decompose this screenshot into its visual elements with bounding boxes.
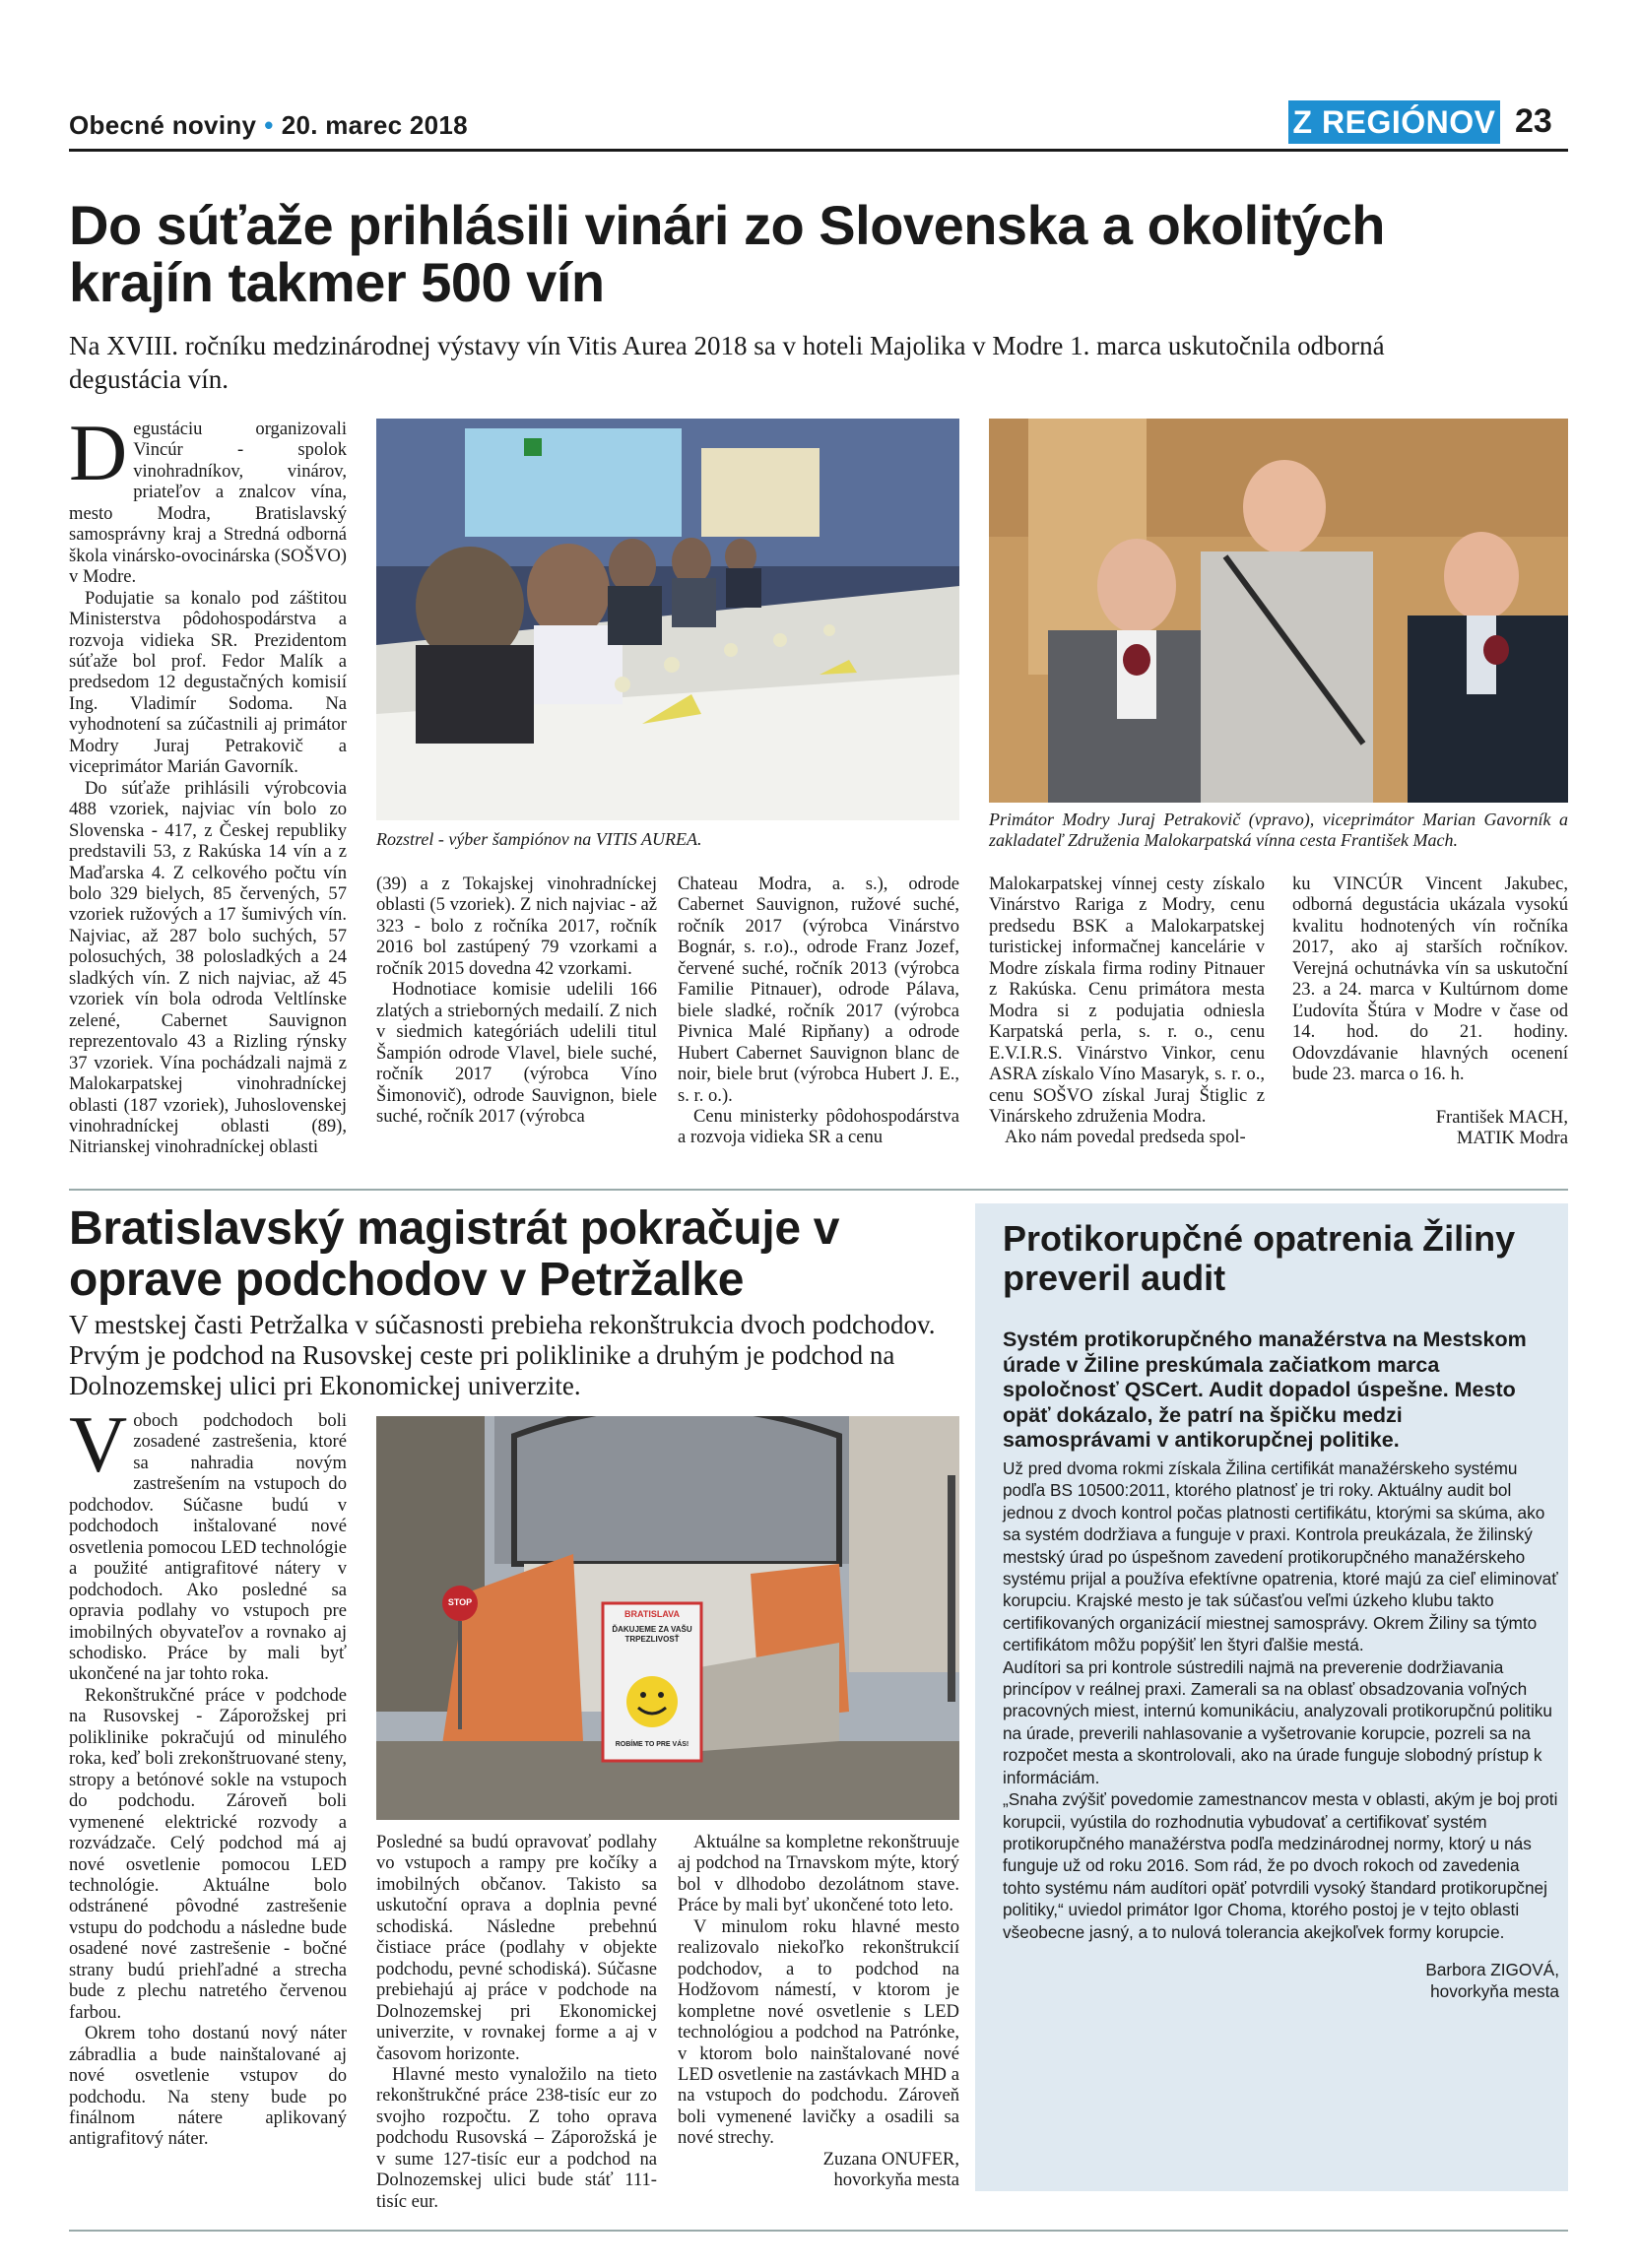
header-separator: •: [264, 110, 274, 140]
photo-caption-2: Primátor Modry Juraj Petrakovič (vpravo), viceprimátor Marian Gavorník a zakladateľ Združenia Malokarpatská vínna cesta František Mach.: [989, 810, 1568, 850]
article1-col1-p1: egustáciu organizovali Vincúr - spolok vinohradníkov, vinárov, priateľov a znalcov vína, mesto Modra, Bratislavský samosprávny kraj a Stredná odborná škola vinársko-ovocinárska (SOŠVO) v Modre.: [69, 419, 347, 588]
article2-lead: V mestskej časti Petržalka v súčasnosti prebieha rekonštrukcia dvoch podchodov. Prvým je podchod na Rusovskej ceste pri poliklinike a druhým je podchod na Dolnozemskej ulici pri Ekonomickej univerzite.: [69, 1310, 936, 1400]
article2-column-3: [678, 1832, 959, 2191]
article2-col2-p2: Hlavné mesto vynaložilo na tieto rekonštrukčné práce 238-tisíc eur zo svojho rozpočtu. Z toho oprava podchodu Rusovská – Záporožská je v sume 127-tisíc eur a podchod na Dolnozemskej ulici bude stáť 111-tisíc eur.: [376, 2063, 657, 2212]
article3-p2: Audítori sa pri kontrole sústredili najmä na preverenie dodržiavania princípov v reálnej praxi. Zamerali sa na oblasť obsadzovania voľných pracovných miest, internú komunikáciu, analyzovali protikorupčnú politiku na úrade, preverili nahlasovanie a vyšetrovanie korupcie, pozreli sa na rozpočet mesta a skontrolovali, ako na úrade funguje slobodný prístup k informáciám.: [1003, 1656, 1552, 1787]
article2-col1-p1: oboch podchodoch boli zosadené zastrešenia, ktoré sa nahradia novým zastrešením na vstupoch do podchodov. Súčasne budú v podchodoch inštalované nové osvetlenia pomocou LED technológie a použité antigrafitové nátery v podchodoch. Ako posledné sa opravia podlahy vo vstupoch pre imobilných obyvateľov a rovnako aj schodisko. Práce by mali byť ukončené na jar tohto roka.: [69, 1410, 347, 1685]
article2-col1-p3: Okrem toho dostanú nový náter zábradlia a bude nainštalované aj nové osvetlenie vstupov do podchodu. Na steny bude po finálnom nátere aplikovaný antigrafitový náter.: [69, 2023, 347, 2150]
article1-column-3: [678, 874, 959, 1148]
article1-column-1: [69, 408, 347, 1158]
article3-lead: Systém protikorupčného manažérstva na Mestskom úrade v Žiline preskúmala začiatkom marca spoločnosť QSCert. Audit dopadol úspešne. Mesto opäť dokázalo, že patrí na špičku medzi samosprávami v antikorupčnej politike.: [1003, 1328, 1527, 1452]
article3-title: Protikorupčné opatrenia Žiliny preveril audit: [1003, 1218, 1516, 1298]
article3-p3: „Snaha zvýšiť povedomie zamestnancov mesta v oblasti, akým je boj proti korupcii, vyústila do rozhodnutia vybudovať a certifikovať systém protikorupčného manažérstva podľa medzinárodnej normy, ktorý u nás funguje už od roku 2016. Som rád, že po dvoch rokoch od zavedenia tohto systému nám audítori opäť potvrdili vysoký štandard protikorupčnej politiky,“ uviedol primátor Igor Choma, ktorého postoj je v tejto oblasti všeobecne jasný, a to nulová tolerancia akejkoľvek formy korupcie.: [1003, 1789, 1558, 1942]
article1-col2-p2: Hodnotiace komisie udelili 166 zlatých a strieborných medailí. Z nich v siedmich kategóriách udelili titul Šampión odrode Vlavel, biele suché, ročník 2017 (výrobca Víno Šimonovič), odrode Sauvignon, biele suché, ročník 2017 (výrobca: [376, 979, 657, 1127]
article1-column-4: [989, 874, 1265, 1148]
article1-col1-p2: Podujatie sa konalo pod záštitou Ministerstva pôdohospodárstva a rozvoja vidieka SR. Prezidentom súťaže bol prof. Fedor Malík a predsedom 12 degustačných komisií Ing. Vladimír Sodoma. Na vyhodnotení sa zúčastnili aj primátor Modry Juraj Petrakovič a viceprimátor Marián Gavorník.: [69, 587, 347, 778]
article2-col1-p2: Rekonštrukčné práce v podchode na Rusovskej - Záporožskej pri poliklinike pokračujú od minulého roka, keď boli zrekonštruované steny, stropy a betónové sokle na vstupoch do podchodu. Zároveň boli vymenené elektrické rozvody a rozvádzače. Celý podchod má aj nové osvetlenie pomocou LED technológie. Aktuálne bolo odstránené pôvodné zastrešenie vstupu do podchodu a následne bude osadené nové zastrešenie - bočné strany budú priehľadné a strecha bude z plechu natretého červenou farbou.: [69, 1684, 347, 2023]
article1-col2-p1: (39) a z Tokajskej vinohradníckej oblasti (5 vzoriek). Z nich najviac - až 323 - bolo z ročníka 2017, ročník 2016 bol zastúpený 79 vzorkami a ročník 2015 dovedna 42 vzorkami.: [376, 874, 657, 979]
article1-dropcap: D: [69, 408, 128, 497]
underpass-sign-message: ĎAKUJEME ZA VAŠU TRPEZLIVOSŤ: [612, 1625, 692, 1644]
article2-column-2: [376, 1832, 657, 2212]
paper-name: Obecné noviny: [69, 110, 257, 140]
article1-column-5: [1292, 874, 1568, 1148]
stop-sign-text: STOP: [447, 1597, 473, 1607]
article1-column-2: [376, 874, 657, 1127]
section-label: Z REGIÓNOV: [1288, 100, 1500, 144]
article1-col1-p3: Do súťaže prihlásili výrobcovia 488 vzoriek, najviac vín bolo zo Slovenska - 417, z Českej republiky predstavili 53, z Rakúska 14 vín a z Maďarska 4. Z celkového počtu vín bolo 329 bielych, 85 červených, 57 vzoriek ružových a 17 šumivých vín. Najviac, až 287 bolo suchých, 57 polosuchých, 38 polosladkých a 24 sladkých vín. Z nich najviac, až 45 vzoriek vín bola odroda Veltlínske zelené, Cabernet Sauvignon reprezentovalo 43 a Rizling rýnsky 37 vzoriek. Vína pochádzali najmä z Malokarpatskej vinohradníckej oblasti (187 vzoriek), Juhoslovenskej vinohradníckej oblasti (89), Nitrianskej vinohradníckej oblasti: [69, 777, 347, 1158]
article1-col4-p1: Malokarpatskej vínnej cesty získalo Vinárstvo Rariga z Modry, cenu predsedu BSK a Malokarpatskej turistickej informačnej kancelárie v Modre získala firma rodiny Pitnauer z Rakúska. Cenu primátora mesta Modra si z podujatia odniesla Karpatská perla, s. r. o., cenu E.V.I.R.S. Vinárstvo Vinkor, cenu ASRA získalo Víno Masaryk, s. r. o., cenu SOŠVO získal Juraj Štiglic z Vinárskeho združenia Modra.: [989, 874, 1265, 1127]
article2-col3-p1: Aktuálne sa kompletne rekonštruuje aj podchod na Trnavskom mýte, ktorý bol v dlhodobo dezolátnom stave. Práce by mali byť ukončené toto leto.: [678, 1832, 959, 1916]
article1-col3-p2: Cenu ministerky pôdohospodárstva a rozvoja vidieka SR a cenu: [678, 1105, 959, 1148]
article1-col3-p1: Chateau Modra, a. s.), odrode Cabernet Sauvignon, ružové suché, ročník 2017 (výrobca Vinárstvo Bognár, s. r.o)., odrode Franz Jozef, červené suché, ročník 2013 (výrobca Familie Pitnauer), odrode Pálava, biele sladké, ročník 2017 (výrobca Pivnica Malé Ripňany) a odrode Hubert Cabernet Sauvignon blanc de noir, biele brut (výrobca Hubert J. E., s. r. o.).: [678, 874, 959, 1106]
article1-col5-p1: ku VINCÚR Vincent Jakubec, odborná degustácia ukázala vysokú kvalitu hodnotených vín ročníka 2017, ako aj starších ročníkov. Verejná ochutnávka vín sa uskutoční 23. a 24. marca v Kultúrnom dome Ľudovíta Štúra v Modre v čase od 14. hod. do 21. hodiny. Odovzdávanie hlavných ocenení bude 23. marca o 16. h.: [1292, 874, 1568, 1085]
section-divider: [69, 1189, 1568, 1191]
header-rule: [69, 149, 1568, 152]
underpass-sign-city: BRATISLAVA: [624, 1609, 680, 1619]
article2-title: Bratislavský magistrát pokračuje v oprave podchodov v Petržalke: [69, 1202, 840, 1306]
article2-signature-role: hovorkyňa mesta: [833, 2170, 959, 2191]
photo-caption-1: Rozstrel - výber šampiónov na VITIS AUREA.: [376, 829, 702, 849]
article3-p1: Už pred dvoma rokmi získala Žilina certifikát manažérskeho systému podľa BS 10500:2011, ktorého platnosť je tri roky. Aktuálny audit bol jednou z dvoch kontrol počas platnosti certifikátu, ktorými sa skúma, ako sa systém dodržiava a funguje v praxi. Kontrola preukázala, že žilinský mestský úrad po úspešnom zavedení protikorupčného manažérskeho systému prijal a používa efektívne opatrenia, ktoré majú za cieľ eliminovať korupciu. Krajské mesto je tak súčasťou veľmi úzkeho klubu takto certifikovaných organizácií miestnej samosprávy. Okrem Žiliny sa týmto certifikátom môžu popýšiť len štyri ďalšie mestá.: [1003, 1458, 1558, 1655]
article2-dropcap: V: [69, 1399, 128, 1489]
masthead: [69, 110, 468, 141]
article3-signature-role: hovorkyňa mesta: [1430, 1981, 1559, 2002]
tasting-photo: [376, 419, 959, 820]
article2-signature-name: Zuzana ONUFER,: [822, 2148, 959, 2170]
issue-date: 20. marec 2018: [281, 110, 468, 140]
article2-col3-p2: V minulom roku hlavné mesto realizovalo niekoľko rekonštrukcií podchodov, a to podchod na Hodžovom námestí, v ktorom je kompletne nové osvetlenie s LED technológiou a podchod na Patrónke, v ktorom bolo nainštalované nové LED osvetlenie na zastávkach MHD a na vstupoch do podchodu. Zároveň boli vymenené lavičky a osadili sa nové strechy.: [678, 1915, 959, 2149]
article1-col4-p2: Ako nám povedal predseda spol-: [1005, 1127, 1246, 1148]
footer-rule: [69, 2230, 1568, 2232]
article2-column-1: [69, 1399, 347, 2150]
article3-body: [1003, 1458, 1559, 2003]
underpass-photo: [376, 1416, 959, 1820]
article2-col2-p1: Posledné sa budú opravovať podlahy vo vstupoch a rampy pre kočíky a imobilných občanov. Takisto sa uskutoční oprava a doplnia pevné schodiská. Následne prebehnú čistiace práce (podlahy v objekte podchodu, pevné schodiská). Súčasne prebiehajú aj práce v podchode na Dolnozemskej pri Ekonomickej univerzite, v rovnakej forme a aj v časovom horizonte.: [376, 1832, 657, 2064]
article1-signature-name: František MACH,: [1435, 1106, 1568, 1128]
officials-photo: [989, 419, 1568, 803]
underpass-sign-footer: ROBÍME TO PRE VÁS!: [615, 1741, 689, 1748]
article1-title: Do súťaže prihlásili vinári zo Slovenska a okolitých krajín takmer 500 vín: [69, 194, 1385, 313]
article1-signature-org: MATIK Modra: [1456, 1127, 1568, 1148]
page-number: 23: [1515, 102, 1552, 140]
article3-signature-name: Barbora ZIGOVÁ,: [1425, 1959, 1559, 1979]
article1-lead: Na XVIII. ročníku medzinárodnej výstavy vín Vitis Aurea 2018 sa v hoteli Majolika v Modre 1. marca uskutočnila odborná degustácia vín.: [69, 331, 1385, 394]
